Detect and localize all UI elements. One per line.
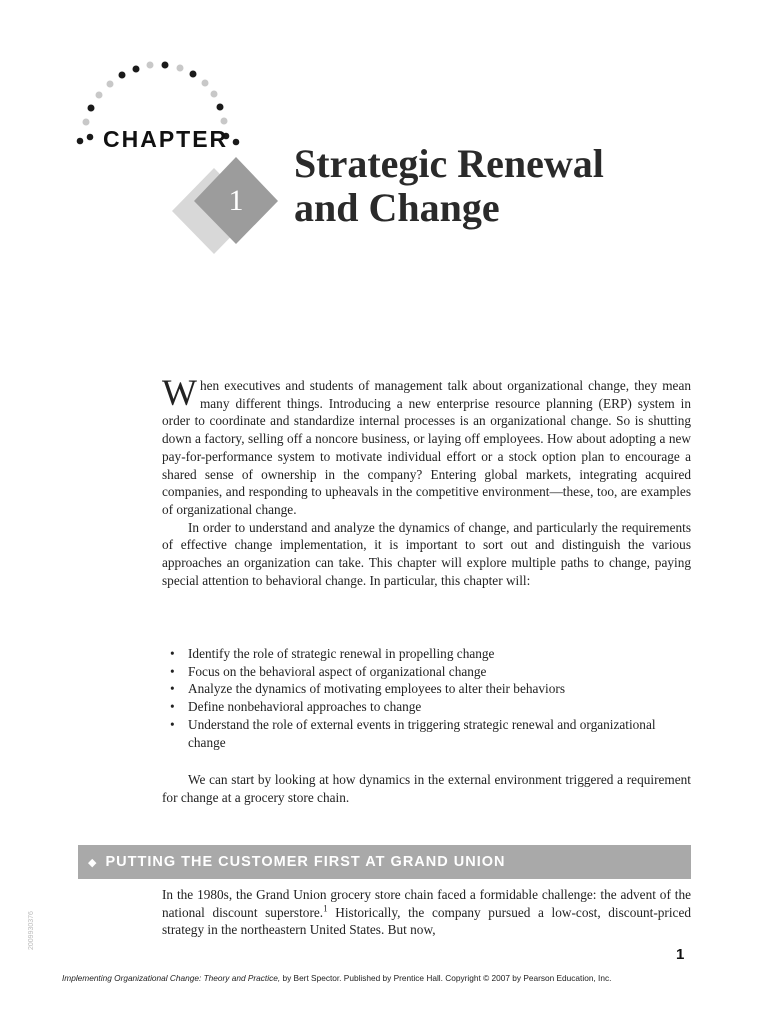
bullet-icon: • <box>170 663 175 679</box>
bullet-icon: • <box>170 646 175 661</box>
bullet-icon: • <box>170 716 175 732</box>
list-item: • Understand the role of external events in triggering strategic renewal and organizational change <box>170 716 656 750</box>
list-item: • Analyze the dynamics of motivating employees to alter their behaviors <box>170 681 566 697</box>
footnote-reference[interactable]: 1 <box>323 903 328 914</box>
section-heading: PUTTING THE CUSTOMER FIRST AT GRAND UNION <box>105 854 506 870</box>
copyright-footer: Implementing Organizational Change: Theory and Practice, by Bert Spector. Published by Prentice Hall. Copyright © 2007 by Pearson Education, Inc. <box>62 973 612 983</box>
section-paragraph: In the 1980s, the Grand Union grocery store chain faced a formidable challenge: the advent of the national discount superstore.$^1$ Historically, the company pursued a low-cost, discount-priced strategy in the northeastern United States. But now, <box>162 887 691 938</box>
intro-paragraph-1 <box>162 373 691 519</box>
chapter-label: CHAPTER <box>103 126 229 152</box>
drop-cap: W <box>162 373 197 414</box>
intro-paragraph-1-text: hen executives and students of management talk about organizational change, they mean many different things. Introducing a new enterprise resource planning (ERP) system in order to coordinate and standardize internal processes is an organizational change. So is shutting down a factory, selling off a noncore business, or laying off employees. How about adopting a new pay-for-performance system to motivate individual effort or a stock option plan to encourage a shared sense of ownership in the company? Entering global markets, integrating acquired companies, and responding to upheavals in the competitive environment—these, too, are examples of organizational change. <box>162 378 691 517</box>
bullet-icon: • <box>170 681 175 697</box>
side-identifier: 2009930376 <box>28 911 35 950</box>
diamond-bullet-icon: ◆ <box>88 856 98 869</box>
chapter-number: 1 <box>228 184 244 217</box>
list-item: • Define nonbehavioral approaches to change <box>170 699 422 715</box>
list-item: • Identify the role of strategic renewal in propelling change <box>170 646 495 661</box>
list-item: • Focus on the behavioral aspect of organizational change <box>170 663 487 679</box>
chapter-title-line-1: Strategic Renewal <box>294 141 604 186</box>
chapter-title-line-2: and Change <box>294 185 500 230</box>
chapter-title <box>294 142 604 230</box>
section-body <box>162 886 691 939</box>
bullet-icon: • <box>170 699 175 715</box>
intro-paragraph-2: In order to understand and analyze the dynamics of change, and particularly the requirements of effective change implementation, it is important to sort out and distinguish the various approaches an organization can take. This chapter will explore multiple paths to change, paying special attention to behavioral change. In particular, this chapter will: <box>162 519 691 588</box>
closing-paragraph: We can start by looking at how dynamics in the external environment triggered a requirement for change at a grocery store chain. <box>162 772 691 805</box>
book-title: Implementing Organizational Change: Theory and Practice, <box>62 973 281 983</box>
intro-text <box>162 373 691 589</box>
objectives-list <box>170 645 691 751</box>
section-heading-bar <box>78 845 691 879</box>
page-number: 1 <box>676 946 685 963</box>
closing-text <box>162 771 691 806</box>
